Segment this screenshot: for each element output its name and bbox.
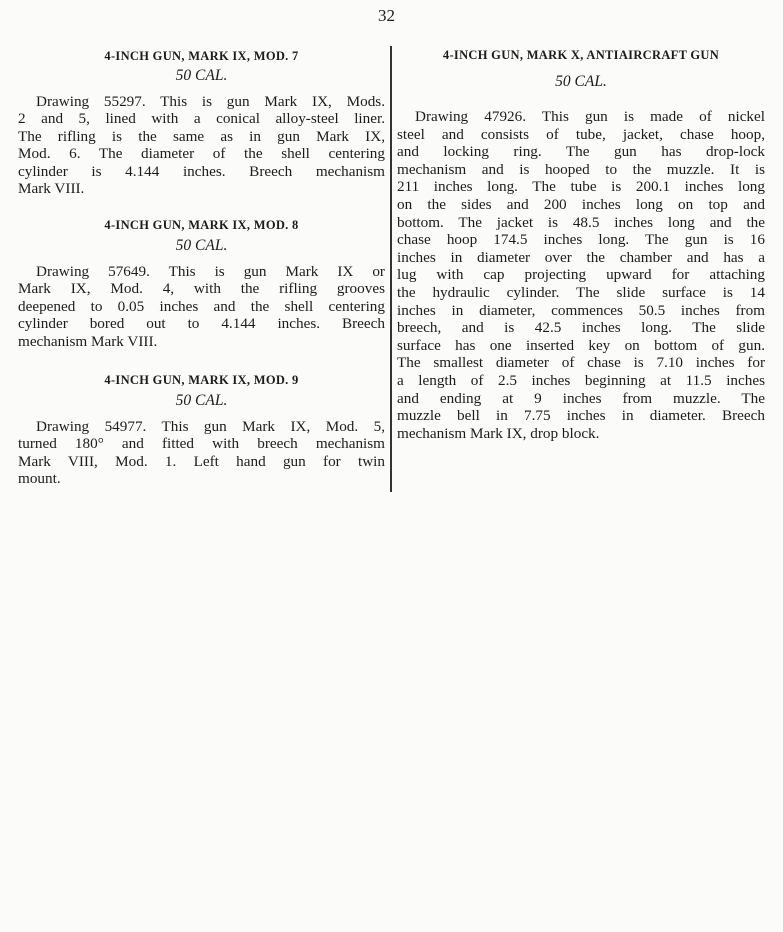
text-line: lug with cap projecting upward for attaching xyxy=(397,266,765,284)
section-heading: 4-INCH GUN, MARK X, ANTIAIRCRAFT GUN xyxy=(442,48,720,62)
text-line: Drawing 55297. This is gun Mark IX, Mods. xyxy=(36,93,385,110)
caliber-label: 50 CAL. xyxy=(555,73,607,90)
text-line: on the sides and 200 inches long on top and xyxy=(397,195,765,213)
text-line: Drawing 57649. This is gun Mark IX or xyxy=(36,263,385,280)
text-line: cylinder is 4.144 inches. Breech mechanism xyxy=(18,162,385,180)
column-divider xyxy=(390,46,392,492)
text-line: and locking ring. The gun has drop-lock xyxy=(397,143,765,161)
text-line: breech, and is 42.5 inches long. The slide xyxy=(397,319,765,337)
text-line: the hydraulic cylinder. The slide surface is 14 xyxy=(397,283,765,301)
text-line: mechanism Mark IX, drop block. xyxy=(397,424,600,442)
section-paragraph xyxy=(18,418,385,488)
text-line: cylinder bored out to 4.144 inches. Breech xyxy=(18,315,385,333)
section-paragraph xyxy=(397,108,765,442)
text-line: Mod. 6. The diameter of the shell centering xyxy=(18,145,385,163)
text-line: Drawing 47926. This gun is made of nickel xyxy=(415,108,765,125)
text-line: 2 and 5, lined with a conical alloy-steel liner. xyxy=(18,110,385,128)
section-heading: 4-INCH GUN, MARK IX, MOD. 9 xyxy=(104,373,299,387)
section-paragraph xyxy=(18,263,385,350)
text-line: inches in diameter over the chamber and has a xyxy=(397,248,765,266)
section-heading: 4-INCH GUN, MARK IX, MOD. 7 xyxy=(104,49,299,63)
text-line: chase hoop 174.5 inches long. The gun is 16 xyxy=(397,231,765,249)
text-line: Mark VIII, Mod. 1. Left hand gun for twin xyxy=(18,452,385,470)
caliber-label: 50 CAL. xyxy=(175,67,228,84)
text-line: mechanism Mark VIII. xyxy=(18,332,158,350)
text-line: Mark VIII. xyxy=(18,179,85,197)
text-line: Mark IX, Mod. 4, with the rifling grooves xyxy=(18,280,385,298)
text-line: The smallest diameter of chase is 7.10 inches for xyxy=(397,354,765,372)
text-line: deepened to 0.05 inches and the shell centering xyxy=(18,297,385,315)
text-line: steel and consists of tube, jacket, chase hoop, xyxy=(397,125,765,143)
text-line: 211 inches long. The tube is 200.1 inches long xyxy=(397,178,765,196)
section-heading: 4-INCH GUN, MARK IX, MOD. 8 xyxy=(104,218,299,232)
text-line: Drawing 54977. This gun Mark IX, Mod. 5, xyxy=(36,418,385,435)
text-line: bottom. The jacket is 48.5 inches long and the xyxy=(397,213,765,231)
caliber-label: 50 CAL. xyxy=(175,392,228,409)
text-line: muzzle bell in 7.75 inches in diameter. Breech xyxy=(397,407,765,425)
text-line: inches in diameter, commences 50.5 inches from xyxy=(397,301,765,319)
text-line: mechanism and is hooped to the muzzle. It is xyxy=(397,160,765,178)
page-number: 32 xyxy=(378,6,395,25)
text-line: and ending at 9 inches from muzzle. The xyxy=(397,389,765,407)
text-line: surface has one inserted key on bottom of gun. xyxy=(397,336,765,354)
text-line: turned 180° and fitted with breech mechanism xyxy=(18,435,385,453)
text-line: a length of 2.5 inches beginning at 11.5 inches xyxy=(397,371,765,389)
text-line: The rifling is the same as in gun Mark IX, xyxy=(18,127,385,145)
section-paragraph xyxy=(18,93,385,197)
text-line: mount. xyxy=(18,470,61,488)
caliber-label: 50 CAL. xyxy=(175,237,228,254)
